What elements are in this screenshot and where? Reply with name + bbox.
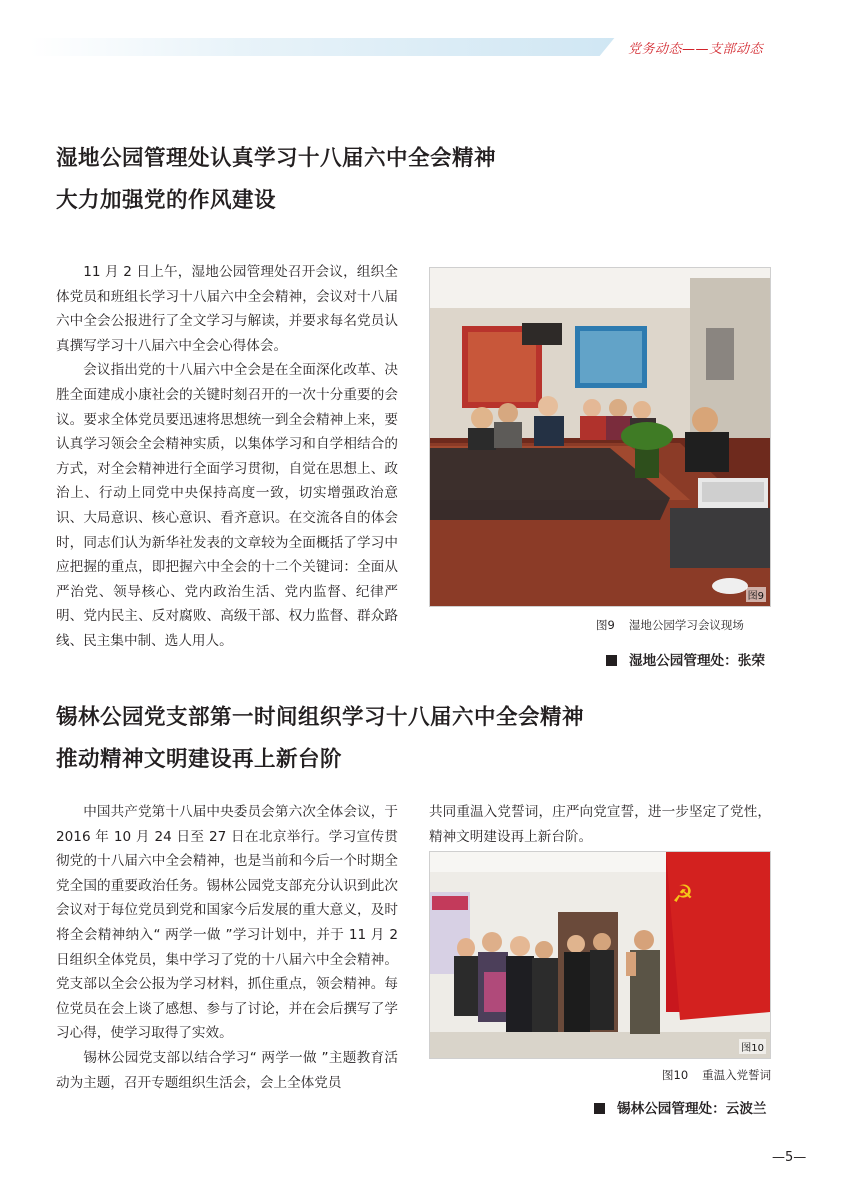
figure9-caption-text: 湿地公园学习会议现场 (628, 618, 744, 632)
oath-photo (429, 851, 771, 1059)
meeting-photo (429, 267, 771, 607)
credit-square-icon (594, 1103, 605, 1114)
article2-paragraph: 锡林公园党支部以结合学习“ 两学一做 ”主题教育活动为主题，召开专题组织生活会，会上全体党员 (56, 1049, 398, 1091)
meeting-photo-illustration (430, 268, 770, 606)
page-number: —5— (772, 1150, 807, 1165)
figure10-caption-text: 重温入党誓词 (702, 1068, 772, 1082)
credit-square-icon (606, 655, 617, 666)
article2-title-line2: 推动精神文明建设再上新台阶 (56, 747, 343, 772)
figure10-number: 图10 (662, 1068, 689, 1082)
article2-credit (594, 1097, 767, 1117)
article1-paragraph: 11 月 2 日上午，湿地公园管理处召开会议，组织全体党员和班组长学习十八届六中全会精神，会议对十八届六中全会公报进行了全文学习与解读，并要求每名党员认真撰写学习十八届六中全会心得体会。 (56, 264, 398, 354)
section-label: 党务动态——支部动态 (628, 42, 764, 57)
article1-paragraph: 会议指出党的十八届六中全会是在全面深化改革、决胜全面建成小康社会的关键时刻召开的一次十分重要的会议。要求全体党员要迅速将思想统一到全会精神上来，要认真学习领会全会精神实质，以集体学习和自学相结合的方式，对全会精神进行全面学习贯彻，自觉在思想上、政治上、行动上同党中央保持高度一致，切实增强政治意识、大局意识、核心意识、看齐意识。在交流各自的体会时，同志们认为新华社发表的文章较为全面概括了学习中应把握的重点，即把握六中全会的十二个关键词：全面从严治党、领导核心、党内政治生活、党内监督、纪律严明、党内民主、反对腐败、高级干部、权力监督、群众路线、民主集中制、选人用人。 (56, 362, 398, 649)
figure10-caption (662, 1067, 771, 1083)
article1-title-line2: 大力加强党的作风建设 (56, 188, 277, 213)
figure9-number: 图9 (596, 618, 615, 632)
article1-credit (606, 649, 765, 669)
article2-credit-text: 锡林公园管理处：云波兰 (617, 1101, 767, 1117)
oath-photo-illustration (430, 852, 770, 1058)
figure9-caption (596, 617, 744, 633)
article2-paragraph: 共同重温入党誓词，庄严向党宣誓，进一步坚定了党性，精神文明建设再上新台阶。 (429, 804, 771, 845)
header-band (30, 38, 630, 56)
article2-title (56, 700, 584, 778)
article1-credit-text: 湿地公园管理处：张荣 (629, 653, 765, 669)
article1-body (56, 260, 398, 654)
article1-title (56, 141, 496, 219)
meeting-photo-tag: 图9 (746, 587, 766, 602)
article2-paragraph: 中国共产党第十八届中央委员会第六次全体会议，于 2016 年 10 月 24 日至 27 日在北京举行。学习宣传贯彻党的十八届六中全会精神，也是当前和今后一个时期全党全国的重要政治任务。锡林公园党支部充分认识到此次会议对于每位党员到党和国家今后发展的重大意义，及时将全会精神纳入“ 两学一做 ”学习计划中，并于 11 月 2 日组织全体党员，集中学习了党的十八届六中全会精神。党支部以全会公报为学习材料，抓住重点，领会精神。每位党员在会上谈了感想、参与了讨论，并在会后撰写了学习心得，使学习取得了实效。 (56, 804, 398, 1042)
article1-title-line1: 湿地公园管理处认真学习十八届六中全会精神 (56, 146, 497, 171)
svg-text:☭: ☭ (672, 880, 694, 908)
article2-body-left (56, 800, 398, 1095)
article2-title-line1: 锡林公园党支部第一时间组织学习十八届六中全会精神 (56, 705, 585, 730)
oath-photo-tag: 图10 (739, 1039, 766, 1054)
article2-body-right (429, 800, 771, 849)
